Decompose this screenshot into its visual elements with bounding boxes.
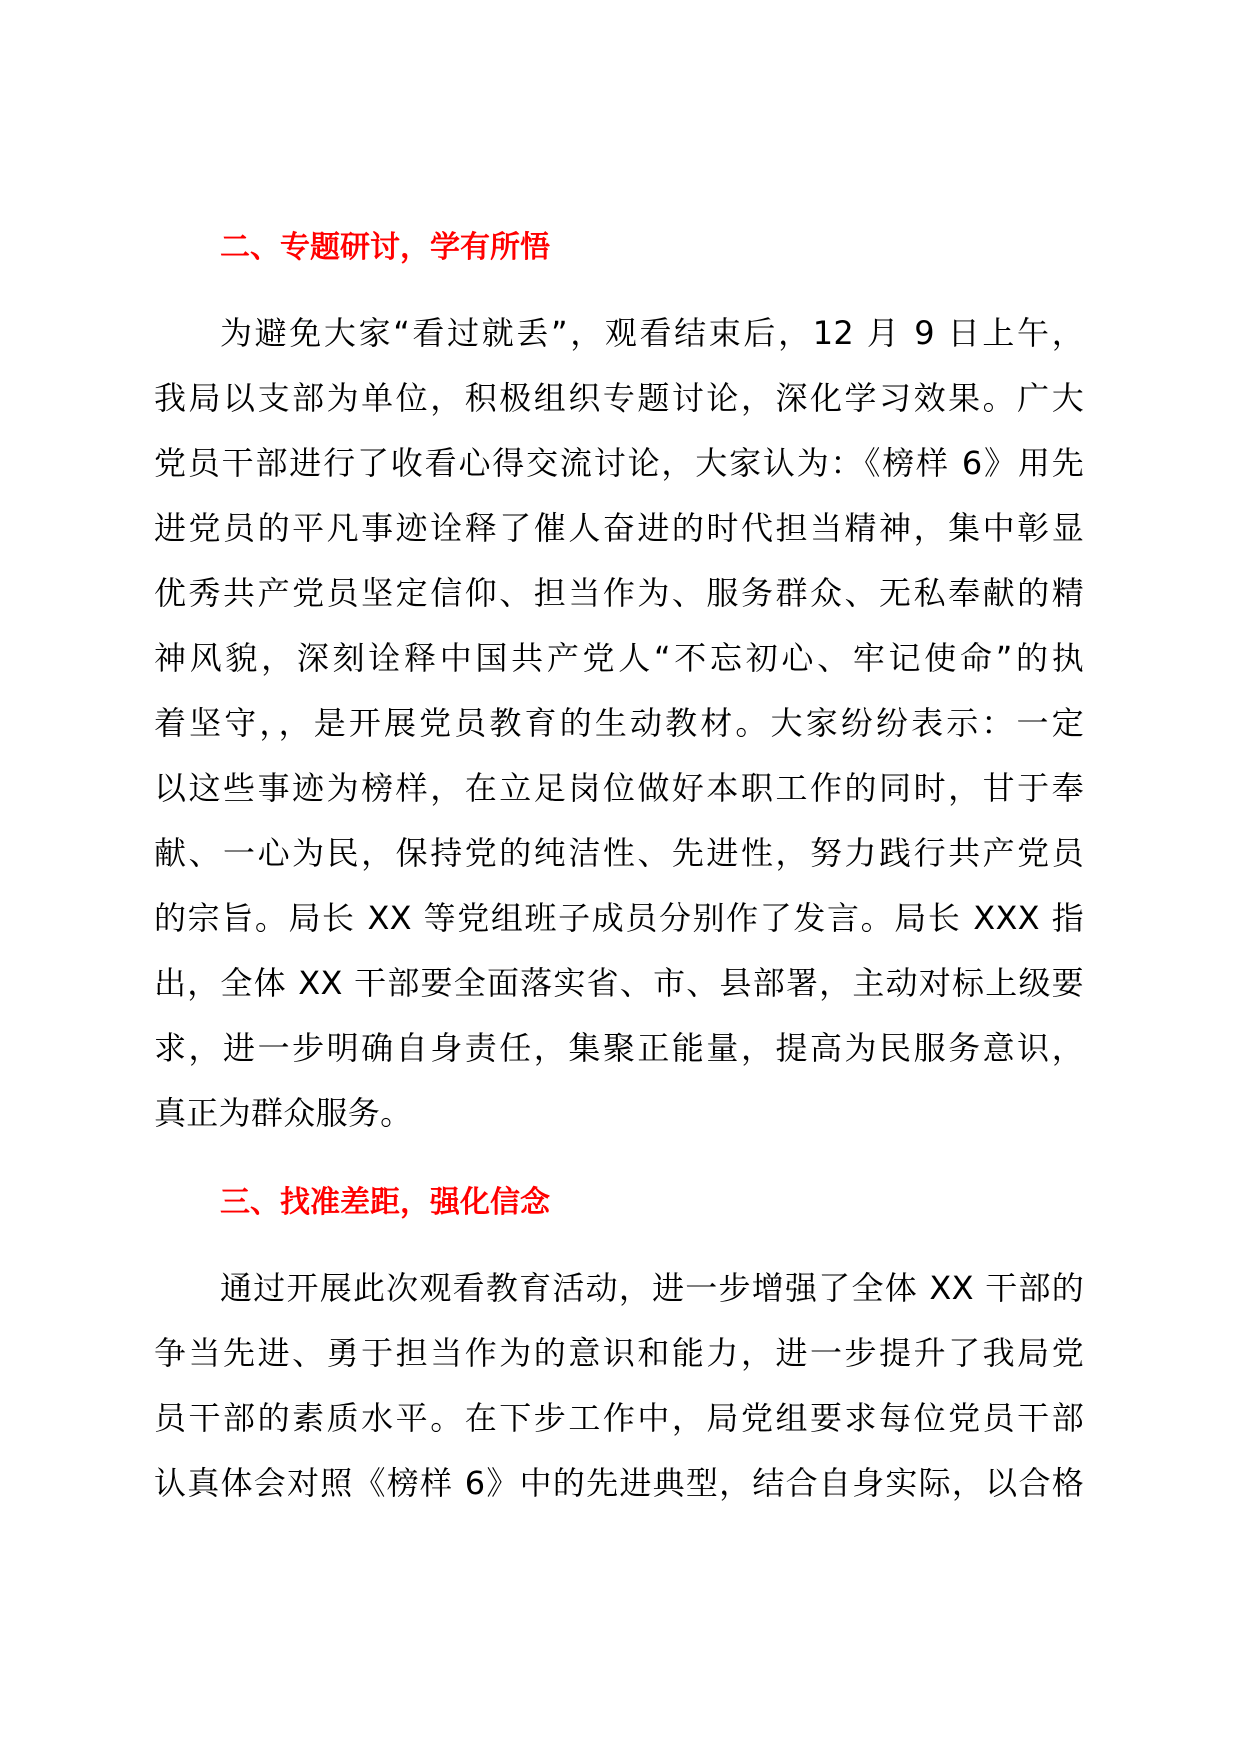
paragraph-line: 的宗旨。局长 XX 等党组班子成员分别作了发言。局长 XXX 指	[154, 899, 1084, 937]
section-heading-3: 三、找准差距，强化信念	[220, 1185, 550, 1220]
paragraph-line: 党员干部进行了收看心得交流讨论，大家认为：《榜样 6》用先	[154, 444, 1084, 482]
paragraph-line: 通过开展此次观看教育活动，进一步增强了全体 XX 干部的	[220, 1269, 1084, 1307]
paragraph-line: 我局以支部为单位，积极组织专题讨论，深化学习效果。广大	[154, 379, 1084, 417]
paragraph-line: 以这些事迹为榜样，在立足岗位做好本职工作的同时，甘于奉	[154, 769, 1084, 807]
paragraph-line: 认真体会对照《榜样 6》中的先进典型，结合自身实际，以合格	[154, 1464, 1084, 1502]
paragraph-line: 为避免大家“看过就丢”，观看结束后，12 月 9 日上午，	[220, 314, 1084, 352]
paragraph-line: 真正为群众服务。	[154, 1094, 413, 1132]
paragraph-line: 进党员的平凡事迹诠释了催人奋进的时代担当精神，集中彰显	[154, 509, 1084, 547]
section-heading-2: 二、专题研讨，学有所悟	[220, 230, 550, 265]
paragraph-line: 神风貌，深刻诠释中国共产党人“不忘初心、牢记使命”的执	[154, 639, 1084, 677]
paragraph-line: 员干部的素质水平。在下步工作中，局党组要求每位党员干部	[154, 1399, 1084, 1437]
paragraph-line: 献、一心为民，保持党的纯洁性、先进性，努力践行共产党员	[154, 834, 1084, 872]
paragraph-line: 争当先进、勇于担当作为的意识和能力，进一步提升了我局党	[154, 1334, 1084, 1372]
section-2-paragraph	[154, 301, 1084, 1146]
paragraph-line: 求，进一步明确自身责任，集聚正能量，提高为民服务意识，	[154, 1029, 1084, 1067]
paragraph-line: 着坚守，，是开展党员教育的生动教材。大家纷纷表示：一定	[154, 704, 1084, 742]
section-3-paragraph	[154, 1256, 1084, 1516]
paragraph-line: 出，全体 XX 干部要全面落实省、市、县部署，主动对标上级要	[154, 964, 1084, 1002]
paragraph-line: 优秀共产党员坚定信仰、担当作为、服务群众、无私奉献的精	[154, 574, 1084, 612]
